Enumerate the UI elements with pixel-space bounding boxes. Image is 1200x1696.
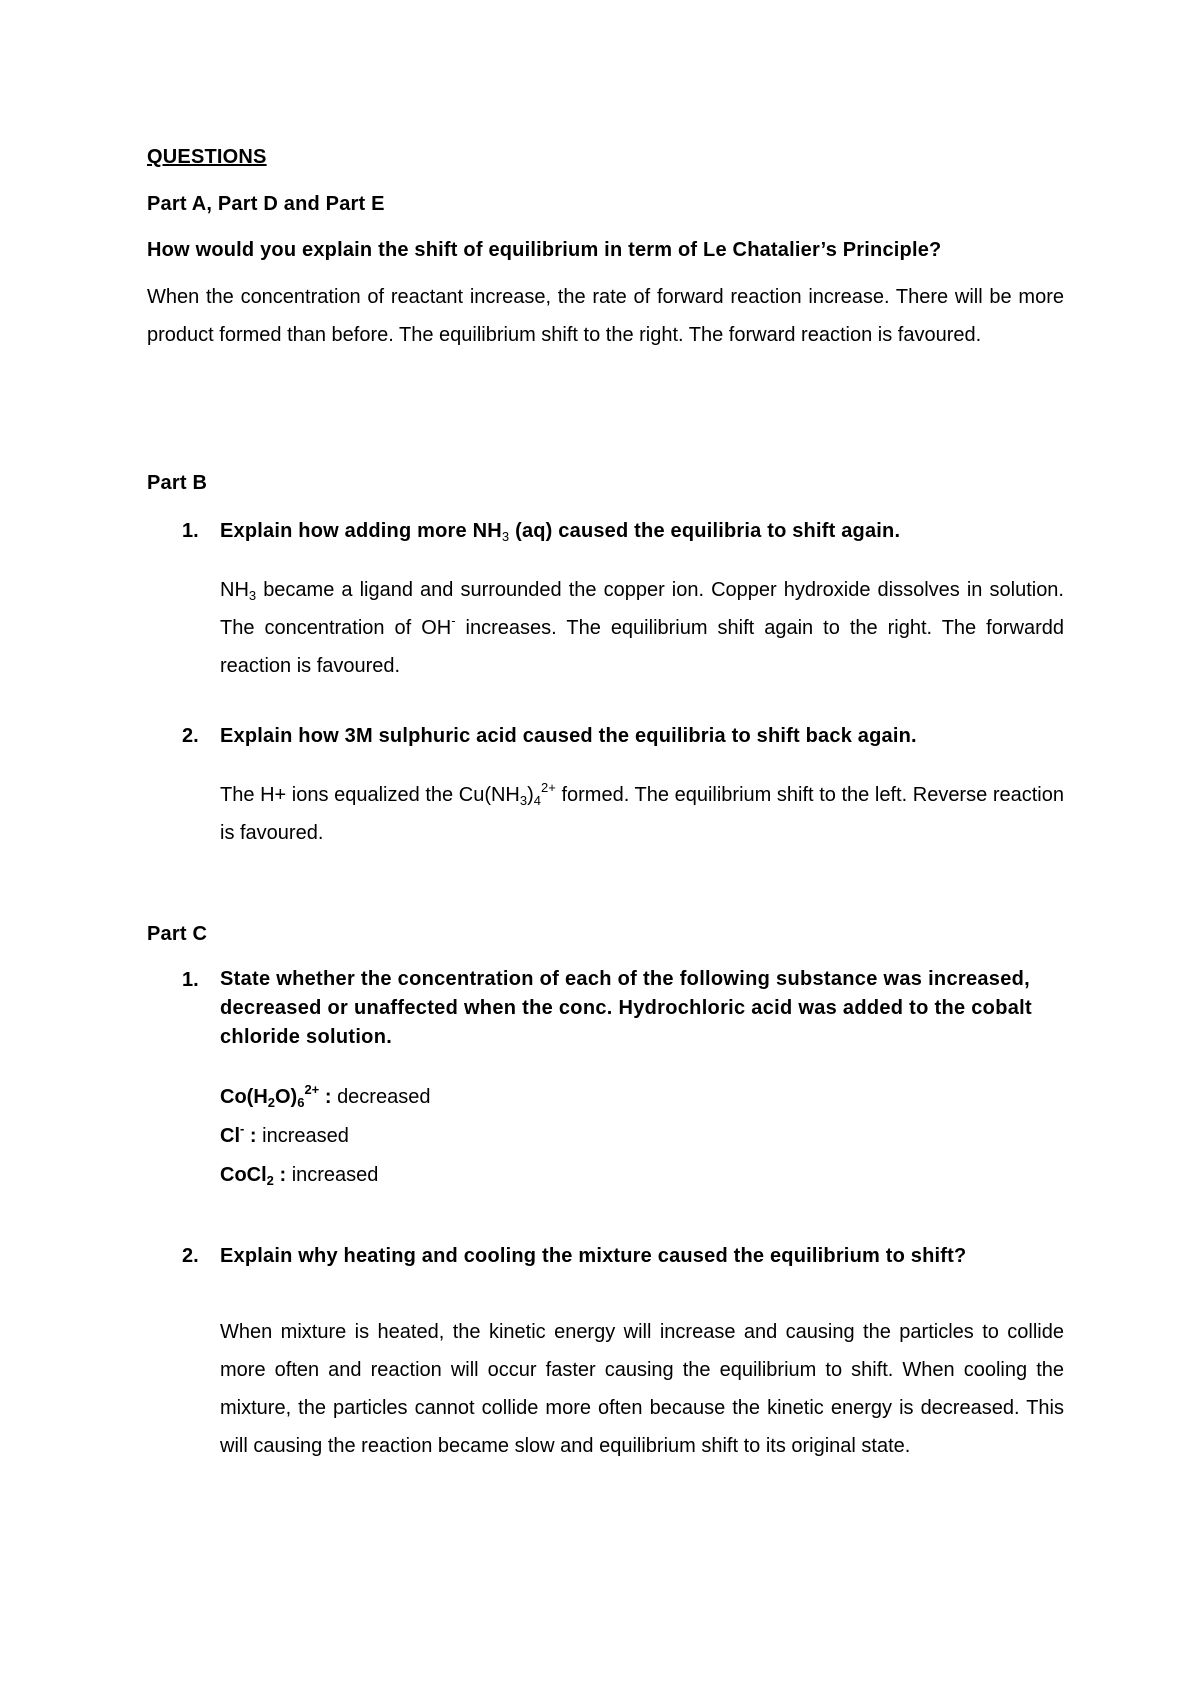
part-b-q1-answer: $NH_3$ became a ligand and surrounded the copper ion. Copper hydroxide dissolves in solution. The concentration of OH- increases. The equilibrium shift again to the right. The forwardd reaction is favoured.	[220, 579, 1064, 677]
part-ade-question: How would you explain the shift of equilibrium in term of Le Chatalier’s Principle?	[147, 239, 942, 261]
part-b-q2-question: Explain how 3M sulphuric acid caused the equilibria to shift back again.	[220, 725, 917, 747]
document-title: QUESTIONS	[147, 146, 267, 168]
part-c-q1-number: 1.	[182, 969, 199, 991]
part-b-q1-question: Explain how adding more $NH_3$ (aq) caused the equilibria to shift again.	[220, 520, 901, 544]
part-c-heading: Part C	[147, 923, 208, 945]
part-b-q2-answer: The H+ ions equalized the $Cu(NH_3)_4^{2+}$ formed. The equilibrium shift to the left. Reverse reaction is favoured.	[220, 780, 1064, 844]
part-b-q1-number: 1.	[182, 520, 199, 542]
part-b-q2-number: 2.	[182, 725, 199, 747]
part-c-q2-answer: When mixture is heated, the kinetic energy will increase and causing the particles to collide more often and reaction will occur faster causing the equilibrium to shift. When cooling the mixture, the particles cannot collide more often because the kinetic energy is decreased. This will causing the reaction became slow and equilibrium shift to its original state.	[220, 1321, 1064, 1457]
part-c-item-cobalt-hexaaqua: $Co(H_2O)_6^{2+}$ : decreased	[220, 1082, 431, 1110]
part-ade-answer: When the concentration of reactant increase, the rate of forward reaction increase. There will be more product formed than before. The equilibrium shift to the right. The forward reaction is favoured.	[147, 286, 1064, 346]
part-c-q1-question: State whether the concentration of each of the following substance was increased, decreased or unaffected when the conc. Hydrochloric acid was added to the cobalt chloride solution.	[220, 968, 1032, 1048]
part-ade-heading: Part A, Part D and Part E	[147, 193, 385, 215]
part-c-q2-question: Explain why heating and cooling the mixture caused the equilibrium to shift?	[220, 1245, 967, 1267]
part-c-item-chloride: Cl- : increased	[220, 1121, 349, 1147]
part-c-q2-number: 2.	[182, 1245, 199, 1267]
part-c-item-cobalt-chloride: CoCl$_2$ : increased	[220, 1164, 379, 1188]
part-b-heading: Part B	[147, 472, 208, 494]
